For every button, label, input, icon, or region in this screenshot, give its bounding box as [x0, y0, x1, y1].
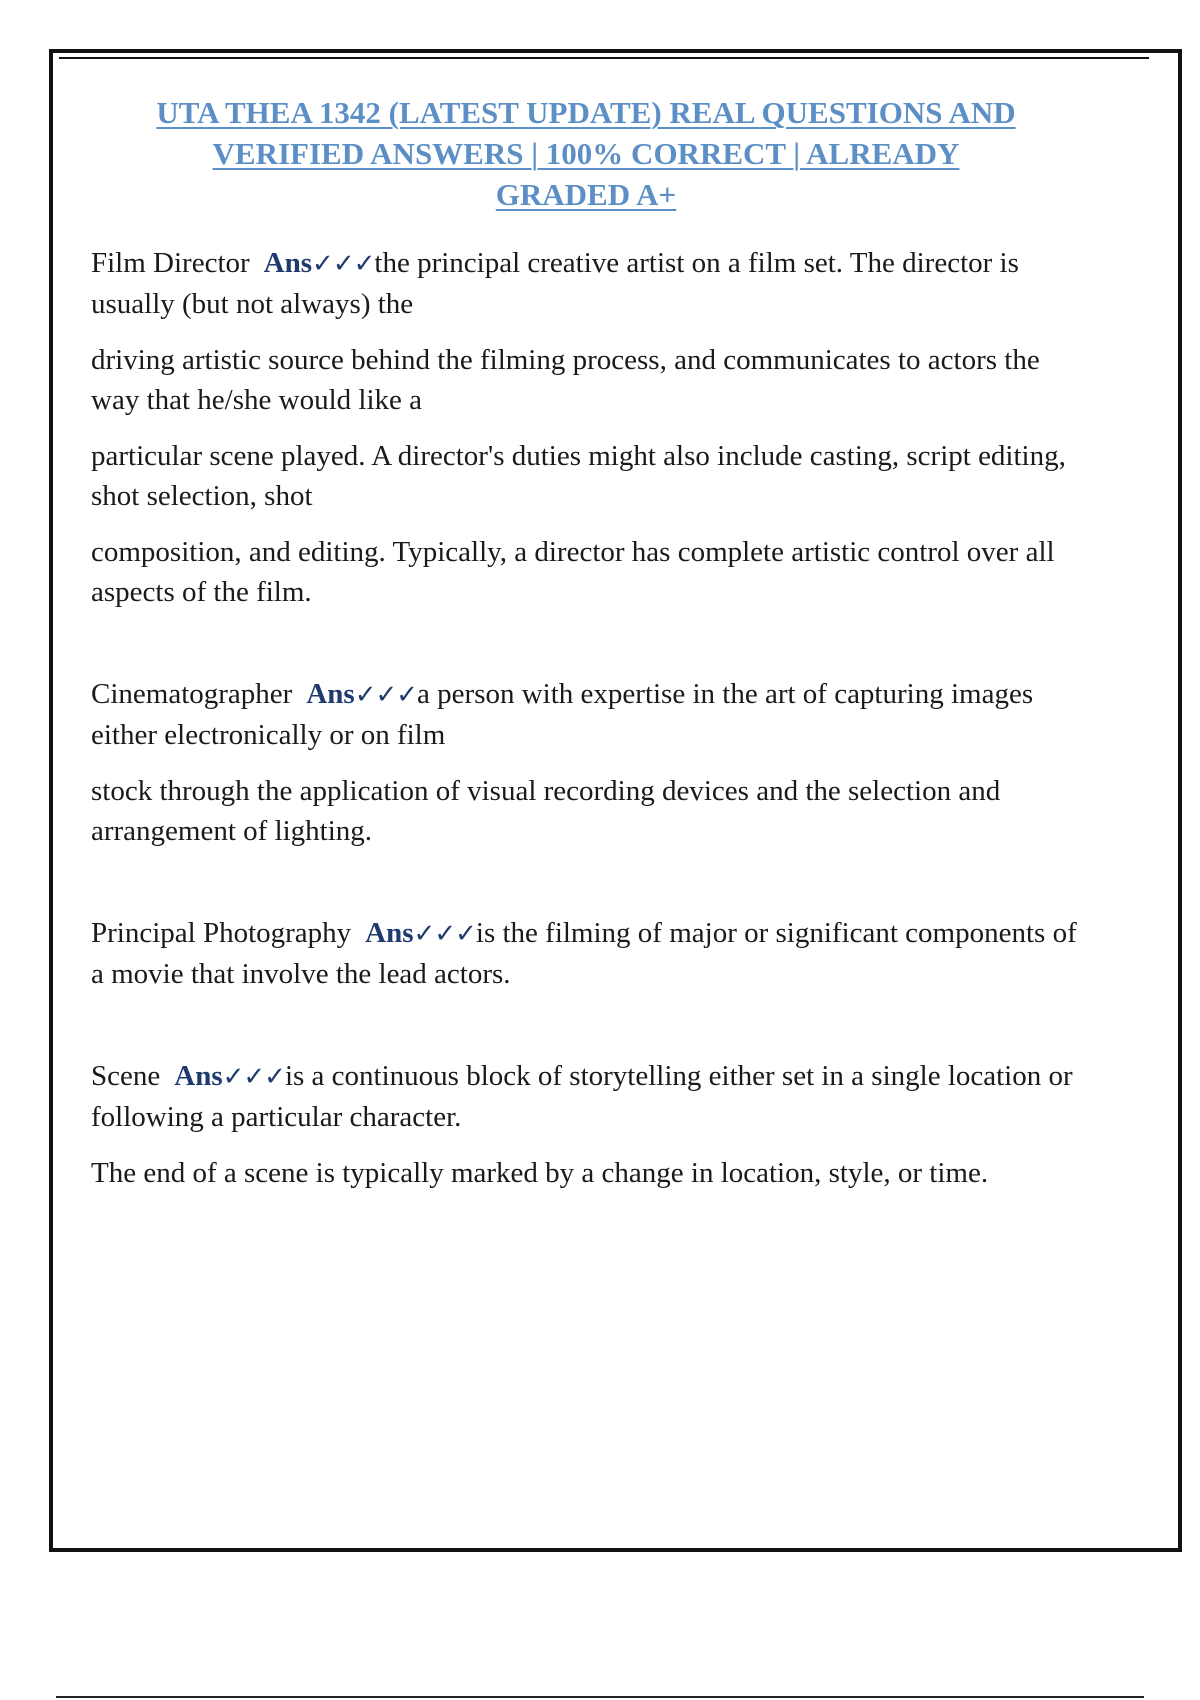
- entry-paragraph: [91, 674, 1081, 755]
- entry-paragraph: composition, and editing. Typically, a director has complete artistic control over all aspects of the film.: [91, 536, 1055, 608]
- check-marks-icon: ✓✓✓: [222, 1062, 285, 1092]
- qa-entry-cinematographer: [91, 674, 1081, 851]
- entry-paragraph: driving artistic source behind the filming process, and communicates to actors the way that he/she would like a: [91, 344, 1040, 416]
- check-marks-icon: ✓✓✓: [413, 919, 476, 949]
- qa-entries: [91, 243, 1081, 1193]
- answer-label: Ans: [174, 1060, 223, 1092]
- entry-definition: a person with expertise in the art of capturing images either electronically or on film: [91, 678, 1034, 751]
- check-marks-icon: ✓✓✓: [312, 249, 375, 279]
- qa-entry-scene: [91, 1056, 1081, 1193]
- entry-paragraph: [91, 913, 1081, 994]
- entry-paragraph: The end of a scene is typically marked by a change in location, style, or time.: [91, 1157, 989, 1189]
- entry-definition: the principal creative artist on a film set. The director is usually (but not always) the: [91, 247, 1019, 320]
- entry-term: Scene: [91, 1060, 161, 1092]
- answer-label: Ans: [306, 678, 355, 710]
- entry-definition: is a continuous block of storytelling either set in a single location or following a particular character.: [91, 1060, 1073, 1133]
- entry-term: Cinematographer: [91, 678, 293, 710]
- next-page-rule: [56, 1696, 1144, 1698]
- top-rule: [59, 57, 1149, 59]
- entry-paragraph: [91, 1056, 1081, 1137]
- entry-paragraph: stock through the application of visual recording devices and the selection and arrangement of lighting.: [91, 775, 1001, 847]
- entry-definition: is the filming of major or significant components of a movie that involve the lead actors.: [91, 917, 1077, 990]
- answer-label: Ans: [365, 917, 414, 949]
- entry-term: Principal Photography: [91, 917, 352, 949]
- qa-entry-film-director: [91, 243, 1081, 612]
- check-marks-icon: ✓✓✓: [354, 680, 418, 710]
- entry-paragraph: [91, 243, 1081, 324]
- entry-paragraph: particular scene played. A director's duties might also include casting, script editing, shot selection, shot: [91, 440, 1066, 512]
- answer-label: Ans: [263, 247, 313, 279]
- title-line-1: UTA THEA 1342 (LATEST UPDATE) REAL QUESTIONS AND: [156, 95, 1016, 130]
- document-title: [91, 92, 1081, 215]
- title-line-2: VERIFIED ANSWERS | 100% CORRECT | ALREADY: [212, 136, 960, 171]
- qa-entry-principal-photography: [91, 913, 1081, 994]
- title-line-3: GRADED A+: [495, 177, 677, 212]
- document-content: [91, 92, 1081, 1193]
- entry-term: Film Director: [91, 247, 250, 279]
